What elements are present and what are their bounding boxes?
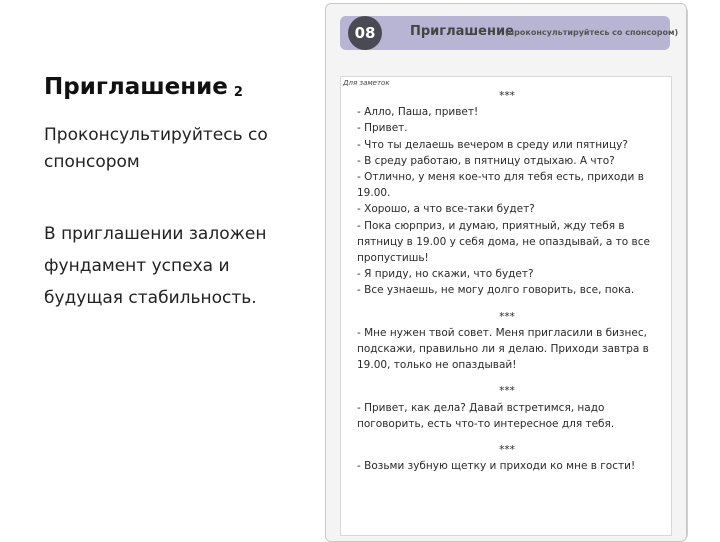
dialogue-line: - Возьми зубную щетку и приходи ко мне в гости! <box>357 460 636 473</box>
dialogue-line: - Алло, Паша, привет! <box>357 106 479 119</box>
slide-title <box>44 74 243 100</box>
dialogue-line: - Привет, как дела? Давай встретимся, надо поговорить, есть что-то интересное для тебя. <box>357 401 615 430</box>
dialogue-line: - Хорошо, а что все-таки будет? <box>357 203 535 216</box>
slide-title-text: Приглашение <box>44 74 228 100</box>
separator: *** <box>499 385 515 398</box>
dialogue-content <box>357 88 657 474</box>
dialogue-line: - Мне нужен твой совет. Меня пригласили в бизнес, подскажи, правильно ли я делаю. Приходи завтра в 19.00, только не опаздывай! <box>357 326 649 372</box>
card-subtitle: (проконсультируйтесь со спонсором) <box>505 28 679 37</box>
notes-label: Для заметок <box>343 79 390 87</box>
separator: *** <box>499 90 515 102</box>
dialogue-line: - Я приду, но скажи, что будет? <box>357 268 534 281</box>
slide-number: 2 <box>233 85 243 100</box>
card-title: Приглашение <box>410 24 514 39</box>
separator: *** <box>499 444 515 457</box>
dialogue-line: - Пока сюрприз, и думаю, приятный, жду тебя в пятницу в 19.00 у себя дома, не опаздывай, а то все пропустишь! <box>357 219 650 265</box>
dialogue-line: - В среду работаю, в пятницу отдыхаю. А что? <box>357 154 615 167</box>
card-number-badge: 08 <box>348 16 382 50</box>
dialogue-line: - Привет. <box>357 122 408 135</box>
separator: *** <box>499 310 515 323</box>
slide-subtitle: Проконсультируйтесь со спонсором <box>44 125 268 172</box>
dialogue-line: - Что ты делаешь вечером в среду или пятницу? <box>357 138 628 151</box>
dialogue-line: - Все узнаешь, не могу долго говорить, все, пока. <box>357 284 635 297</box>
dialogue-line: - Отлично, у меня кое-что для тебя есть, приходи в 19.00. <box>357 171 644 200</box>
slide-body-text: В приглашении заложен фундамент успеха и будущая стабильность. <box>44 224 267 308</box>
